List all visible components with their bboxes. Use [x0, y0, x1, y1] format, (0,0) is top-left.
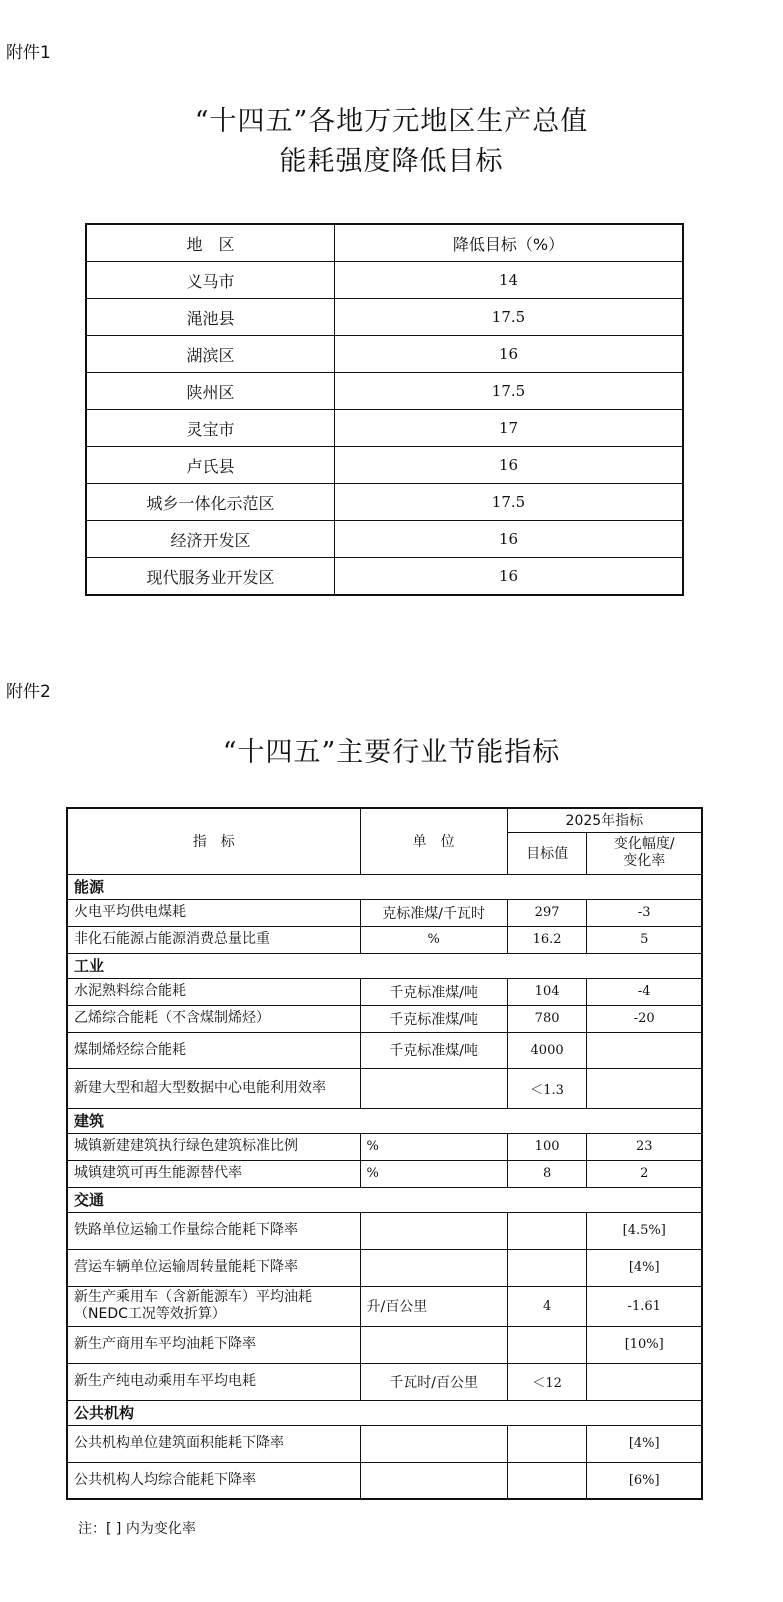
target-cell: 16	[335, 336, 684, 373]
indicator-cell: 非化石能源占能源消费总量比重	[67, 926, 360, 953]
change-cell: -4	[587, 978, 702, 1005]
table-row	[67, 1425, 702, 1462]
table-row	[67, 978, 702, 1005]
indicator-cell: 水泥熟料综合能耗	[67, 978, 360, 1005]
target-cell: ＜1.3	[507, 1068, 587, 1108]
target-cell: 16.2	[507, 926, 587, 953]
table-row	[86, 447, 683, 484]
change-header	[587, 832, 702, 874]
indicator-cell: 新建大型和超大型数据中心电能利用效率	[67, 1068, 360, 1108]
region-cell: 湖滨区	[86, 336, 335, 373]
change-header-line-2: 变化率	[623, 853, 666, 869]
unit-cell: %	[360, 926, 507, 953]
indicator-cell: 公共机构单位建筑面积能耗下降率	[67, 1425, 360, 1462]
table-row	[67, 1326, 702, 1363]
table-row	[67, 1160, 702, 1187]
table-header-row	[86, 224, 683, 262]
table-row	[67, 926, 702, 953]
change-header-line-1: 变化幅度/	[613, 836, 675, 852]
change-cell	[587, 1068, 702, 1108]
indicator-cell: 火电平均供电煤耗	[67, 899, 360, 926]
unit-cell	[360, 1462, 507, 1499]
target-cell: 16	[335, 447, 684, 484]
attachment-1-label: 附件1	[6, 43, 51, 63]
target-cell: 17.5	[335, 373, 684, 410]
target-cell	[507, 1326, 587, 1363]
target-cell: 16	[335, 558, 684, 596]
target-cell	[507, 1425, 587, 1462]
unit-cell	[360, 1326, 507, 1363]
target-cell: ＜12	[507, 1363, 587, 1400]
table-row	[86, 521, 683, 558]
unit-cell	[360, 1212, 507, 1249]
category-industry: 工业	[67, 953, 702, 978]
target-cell	[507, 1249, 587, 1286]
indicator-cell: 煤制烯烃综合能耗	[67, 1032, 360, 1068]
indicator-cell: 公共机构人均综合能耗下降率	[67, 1462, 360, 1499]
category-public-institutions: 公共机构	[67, 1400, 702, 1425]
year-target-group-header: 2025年指标	[507, 808, 702, 832]
unit-cell: %	[360, 1133, 507, 1160]
unit-cell: 千克标准煤/吨	[360, 1005, 507, 1032]
indicator-cell: 铁路单位运输工作量综合能耗下降率	[67, 1212, 360, 1249]
table-row	[67, 1005, 702, 1032]
attachment-1-title-line-1: “十四五”各地万元地区生产总值	[194, 106, 589, 137]
unit-cell: 千瓦时/百公里	[360, 1363, 507, 1400]
target-cell: 4	[507, 1286, 587, 1326]
target-value-header: 目标值	[507, 832, 587, 874]
target-cell	[507, 1212, 587, 1249]
unit-cell: 千克标准煤/吨	[360, 978, 507, 1005]
table-row	[86, 262, 683, 299]
region-cell: 义马市	[86, 262, 335, 299]
change-cell: -3	[587, 899, 702, 926]
change-cell: [4%]	[587, 1425, 702, 1462]
indicator-cell: 乙烯综合能耗（不含煤制烯烃）	[67, 1005, 360, 1032]
table-row	[67, 1032, 702, 1068]
target-cell: 8	[507, 1160, 587, 1187]
category-row	[67, 1400, 702, 1425]
change-cell: 2	[587, 1160, 702, 1187]
region-target-table	[85, 223, 684, 596]
change-cell: [10%]	[587, 1326, 702, 1363]
region-cell: 渑池县	[86, 299, 335, 336]
target-cell: 17.5	[335, 299, 684, 336]
table-row	[86, 373, 683, 410]
table-note: 注：[ ] 内为变化率	[78, 1521, 196, 1537]
target-cell: 17	[335, 410, 684, 447]
indicator-cell: 新生产纯电动乘用车平均电耗	[67, 1363, 360, 1400]
indicator-cell: 新生产乘用车（含新能源车）平均油耗（NEDC工况等效折算）	[67, 1286, 360, 1326]
unit-cell	[360, 1249, 507, 1286]
table-row	[86, 336, 683, 373]
category-building: 建筑	[67, 1108, 702, 1133]
region-cell: 灵宝市	[86, 410, 335, 447]
target-header: 降低目标（%）	[335, 224, 684, 262]
target-cell	[507, 1462, 587, 1499]
unit-cell	[360, 1425, 507, 1462]
table-row	[67, 1212, 702, 1249]
region-cell: 现代服务业开发区	[86, 558, 335, 596]
unit-cell: 克标准煤/千瓦时	[360, 899, 507, 926]
target-cell: 780	[507, 1005, 587, 1032]
table-row	[67, 1286, 702, 1326]
target-cell: 100	[507, 1133, 587, 1160]
table-row	[67, 899, 702, 926]
indicator-cell: 新生产商用车平均油耗下降率	[67, 1326, 360, 1363]
unit-cell: 升/百公里	[360, 1286, 507, 1326]
indicator-cell: 营运车辆单位运输周转量能耗下降率	[67, 1249, 360, 1286]
indicator-header: 指 标	[67, 808, 360, 874]
change-cell	[587, 1363, 702, 1400]
table-row	[67, 1133, 702, 1160]
region-cell: 陕州区	[86, 373, 335, 410]
table-row	[86, 410, 683, 447]
target-cell: 104	[507, 978, 587, 1005]
attachment-2-label: 附件2	[6, 682, 51, 702]
target-cell: 4000	[507, 1032, 587, 1068]
table-row	[86, 484, 683, 521]
category-energy: 能源	[67, 874, 702, 899]
table-row	[67, 1363, 702, 1400]
table-row	[67, 1462, 702, 1499]
change-cell	[587, 1032, 702, 1068]
unit-cell	[360, 1068, 507, 1108]
table-header-row	[67, 808, 702, 832]
category-row	[67, 874, 702, 899]
change-cell: 23	[587, 1133, 702, 1160]
unit-cell: %	[360, 1160, 507, 1187]
category-row	[67, 953, 702, 978]
indicator-cell: 城镇新建建筑执行绿色建筑标准比例	[67, 1133, 360, 1160]
unit-header: 单 位	[360, 808, 507, 874]
unit-cell: 千克标准煤/吨	[360, 1032, 507, 1068]
region-cell: 城乡一体化示范区	[86, 484, 335, 521]
region-cell: 卢氏县	[86, 447, 335, 484]
table-row	[86, 299, 683, 336]
change-cell: [4.5%]	[587, 1212, 702, 1249]
region-header: 地 区	[86, 224, 335, 262]
change-cell: -1.61	[587, 1286, 702, 1326]
table-row	[67, 1068, 702, 1108]
region-cell: 经济开发区	[86, 521, 335, 558]
table-row	[67, 1249, 702, 1286]
change-cell: [4%]	[587, 1249, 702, 1286]
attachment-2-title: “十四五”主要行业节能指标	[222, 737, 561, 768]
target-cell: 17.5	[335, 484, 684, 521]
change-cell: [6%]	[587, 1462, 702, 1499]
target-cell: 14	[335, 262, 684, 299]
change-cell: -20	[587, 1005, 702, 1032]
indicator-cell: 城镇建筑可再生能源替代率	[67, 1160, 360, 1187]
target-cell: 297	[507, 899, 587, 926]
industry-indicator-table	[66, 807, 703, 1500]
table-row	[86, 558, 683, 596]
category-transport: 交通	[67, 1187, 702, 1212]
category-row	[67, 1108, 702, 1133]
attachment-1-title-line-2: 能耗强度降低目标	[279, 146, 504, 177]
target-cell: 16	[335, 521, 684, 558]
change-cell: 5	[587, 926, 702, 953]
category-row	[67, 1187, 702, 1212]
